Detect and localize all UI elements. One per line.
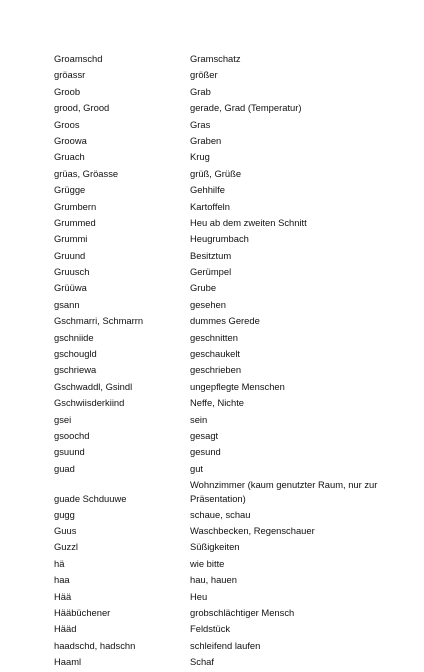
glossary-row bbox=[54, 249, 394, 265]
dialect-term: Grummed bbox=[54, 216, 96, 228]
standard-german-meaning: schaue, schau bbox=[190, 508, 251, 520]
standard-german-meaning: Kartoffeln bbox=[190, 200, 230, 212]
glossary-row bbox=[54, 380, 394, 396]
dialect-term: Grügge bbox=[54, 184, 86, 196]
dialect-term: hä bbox=[54, 557, 65, 569]
standard-german-meaning: Heugrumbach bbox=[190, 233, 249, 245]
standard-german-meaning: grüß, Grüße bbox=[190, 167, 242, 179]
glossary-row bbox=[54, 331, 394, 347]
glossary-row bbox=[54, 590, 394, 606]
dialect-term: Groowa bbox=[54, 134, 87, 146]
standard-german-meaning: gesund bbox=[190, 446, 221, 458]
standard-german-meaning: schleifend laufen bbox=[190, 639, 261, 651]
glossary-row bbox=[54, 508, 394, 524]
glossary-row bbox=[54, 540, 394, 556]
standard-german-meaning: geschrieben bbox=[190, 364, 242, 376]
dialect-term: Gruusch bbox=[54, 266, 90, 278]
dialect-term: Gschwaddl, Gsindl bbox=[54, 380, 133, 392]
glossary-row bbox=[54, 134, 394, 150]
standard-german-meaning: geschnitten bbox=[190, 331, 238, 343]
glossary-row bbox=[54, 606, 394, 622]
glossary-row bbox=[54, 478, 394, 508]
glossary-row bbox=[54, 200, 394, 216]
glossary-row bbox=[54, 429, 394, 445]
glossary-row bbox=[54, 118, 394, 134]
glossary-row bbox=[54, 462, 394, 478]
glossary-row bbox=[54, 150, 394, 166]
standard-german-meaning: gesehen bbox=[190, 298, 226, 310]
glossary-row bbox=[54, 68, 394, 84]
glossary-row bbox=[54, 314, 394, 330]
standard-german-meaning: gesagt bbox=[190, 429, 219, 441]
standard-german-meaning: sein bbox=[190, 413, 208, 425]
standard-german-meaning: Heu bbox=[190, 590, 208, 602]
dialect-term: Gruach bbox=[54, 151, 85, 163]
standard-german-meaning: größer bbox=[190, 69, 218, 81]
dialect-term: gsei bbox=[54, 413, 72, 425]
glossary-row bbox=[54, 265, 394, 281]
standard-german-meaning: dummes Gerede bbox=[190, 315, 260, 327]
glossary-row bbox=[54, 281, 394, 297]
standard-german-meaning: Schaf bbox=[190, 656, 214, 668]
dialect-term: Groamschd bbox=[54, 53, 103, 64]
dialect-term: Grummi bbox=[54, 233, 88, 245]
standard-german-meaning: Gehhilfe bbox=[190, 184, 225, 196]
glossary-row bbox=[54, 183, 394, 199]
glossary-row bbox=[54, 445, 394, 461]
dialect-term: Hääbüchener bbox=[54, 607, 111, 618]
dialect-term: Gruund bbox=[54, 249, 86, 261]
standard-german-meaning: gut bbox=[190, 462, 204, 474]
glossary-row bbox=[54, 101, 394, 117]
standard-german-meaning: Grube bbox=[190, 282, 217, 294]
standard-german-meaning: Süßigkeiten bbox=[190, 541, 240, 553]
glossary-row bbox=[54, 557, 394, 573]
standard-german-meaning: wie bitte bbox=[190, 557, 225, 569]
dialect-term: Guus bbox=[54, 525, 77, 537]
standard-german-meaning: ungepflegte Menschen bbox=[190, 380, 285, 392]
dialect-term: Groob bbox=[54, 85, 81, 97]
standard-german-meaning: Grab bbox=[190, 85, 211, 97]
glossary-row bbox=[54, 622, 394, 638]
dialect-term: Hää bbox=[54, 590, 72, 602]
dialect-term: gsoochd bbox=[54, 429, 90, 441]
standard-german-meaning: Neffe, Nichte bbox=[190, 397, 245, 409]
glossary-row bbox=[54, 524, 394, 540]
dialect-term: haa bbox=[54, 574, 70, 586]
dialect-term: haadschd, hadschn bbox=[54, 639, 136, 651]
dialect-term: Groos bbox=[54, 118, 80, 130]
standard-german-meaning: Waschbecken, Regenschauer bbox=[190, 525, 315, 537]
dialect-term: gsann bbox=[54, 298, 80, 310]
dialect-term: Haaml bbox=[54, 656, 82, 668]
standard-german-meaning: gerade, Grad (Temperatur) bbox=[190, 102, 302, 114]
dialect-term: gschriewa bbox=[54, 364, 97, 376]
dialect-term: guad bbox=[54, 462, 75, 474]
standard-german-meaning: geschaukelt bbox=[190, 348, 241, 360]
glossary-row bbox=[54, 396, 394, 412]
standard-german-meaning: Krug bbox=[190, 151, 210, 163]
standard-german-meaning: Feldstück bbox=[190, 623, 231, 635]
glossary-row bbox=[54, 298, 394, 314]
standard-german-meaning: Besitztum bbox=[190, 249, 232, 261]
glossary-row bbox=[54, 167, 394, 183]
standard-german-meaning: Gramschatz bbox=[190, 53, 241, 64]
glossary-row bbox=[54, 413, 394, 429]
glossary-row bbox=[54, 573, 394, 589]
dialect-term: Grumbern bbox=[54, 200, 97, 212]
glossary-row bbox=[54, 347, 394, 363]
standard-german-meaning: hau, hauen bbox=[190, 574, 237, 586]
glossary-table bbox=[54, 52, 394, 672]
dialect-term: Gschwiisderkiind bbox=[54, 397, 125, 409]
glossary-row bbox=[54, 232, 394, 248]
standard-german-meaning: grobschlächtiger Mensch bbox=[190, 607, 295, 618]
dialect-term: Gschmarri, Schmarrn bbox=[54, 315, 144, 327]
standard-german-meaning: Heu ab dem zweiten Schnitt bbox=[190, 216, 307, 228]
glossary-row bbox=[54, 639, 394, 655]
standard-german-meaning: Gerümpel bbox=[190, 266, 232, 278]
glossary-row bbox=[54, 655, 394, 671]
dialect-term: gugg bbox=[54, 508, 75, 520]
glossary-row bbox=[54, 85, 394, 101]
dialect-term: gschougld bbox=[54, 348, 97, 360]
standard-german-meaning: Wohnzimmer (kaum genutzter Raum, nur zur Präsentation) bbox=[190, 479, 378, 504]
dialect-term: grood, Grood bbox=[54, 102, 110, 114]
dialect-term: guade Schduuwe bbox=[54, 493, 127, 505]
dialect-term: Guzzl bbox=[54, 541, 78, 553]
dialect-term: gsuund bbox=[54, 446, 85, 458]
dialect-term: Grüüwa bbox=[54, 282, 87, 294]
glossary-row bbox=[54, 52, 394, 68]
dialect-term: gschniide bbox=[54, 331, 94, 343]
dialect-term: Hääd bbox=[54, 623, 77, 635]
dialect-term: gröassr bbox=[54, 69, 86, 81]
glossary-row bbox=[54, 363, 394, 379]
dialect-term: grüas, Gröasse bbox=[54, 167, 119, 179]
standard-german-meaning: Gras bbox=[190, 118, 211, 130]
standard-german-meaning: Graben bbox=[190, 134, 222, 146]
glossary-row bbox=[54, 216, 394, 232]
